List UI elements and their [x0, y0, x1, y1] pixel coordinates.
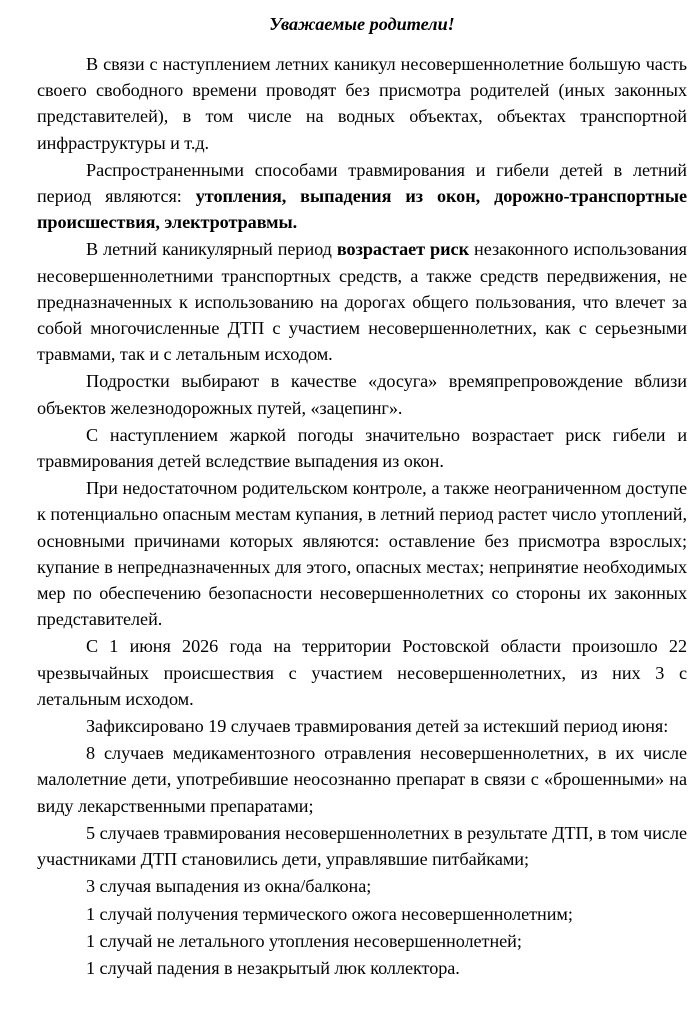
paragraph-transport-risk-bold: возрастает риск — [336, 239, 470, 260]
document-page — [37, 13, 687, 981]
list-item-thermal-burn: 1 случай получения термического ожога несовершеннолетним; — [86, 903, 573, 924]
paragraph-transport-risk-text: В летний каникулярный период — [86, 239, 337, 260]
list-item-window-falls: 3 случая выпадения из окна/балкона; — [86, 876, 372, 897]
paragraph-injury-causes-text: Распространенными способами травмирования и гибели детей в летний период являются: — [37, 159, 687, 207]
paragraph-drowning: При недостаточном родительском контроле, а также неограниченном доступе к потенциально опасным местам купания, в летний период растет число утоплений, основными причинами которых являются: оставление без присмотра взрослых; купание в непредназначенных для этого, опасных местах; непринятие необходимых мер по обеспечению безопасности несовершеннолетних со стороны их законных представителей. — [37, 478, 687, 630]
list-item-manhole-fall: 1 случай падения в незакрытый люк коллектора. — [86, 957, 460, 978]
paragraph-injuries-count: Зафиксировано 19 случаев травмирования детей за истекший период июня: — [86, 716, 669, 737]
paragraph-statistics: С 1 июня 2026 года на территории Ростовской области произошло 22 чрезвычайных происшествия с участием несовершеннолетних, из них 3 с летальным исходом. — [37, 636, 687, 709]
list-item-nonfatal-drowning: 1 случай не летального утопления несовершеннолетней; — [86, 930, 522, 951]
document-title: Уважаемые родители! — [269, 14, 455, 34]
paragraph-transport-risk-after: незаконного использования несовершеннолетними транспортных средств, а также средств передвижения, не предназначенных к использованию на дорогах общего пользования, что влечет за собой многочисленные ДТП с участием несовершеннолетних, как с серьезными травмами, так и с летальным исходом. — [37, 239, 687, 365]
list-item-poisoning: 8 случаев медикаментозного отравления несовершеннолетних, в их числе малолетние дети, употребившие неосознанно препарат в связи с «брошенными» на виду лекарственными препаратами; — [37, 743, 687, 816]
paragraph-railway: Подростки выбирают в качестве «досуга» времяпрепровождение вблизи объектов железнодорожных путей, «зацепинг». — [37, 371, 687, 418]
paragraph-transport-risk — [37, 236, 687, 367]
list-item-traffic-accidents: 5 случаев травмирования несовершеннолетних в результате ДТП, в том числе участниками ДТП становились дети, управлявшие питбайками; — [37, 822, 687, 870]
paragraph-injury-causes-bold: утопления, выпадения из окон, дорожно-транспортные происшествия, электротравмы. — [37, 186, 687, 233]
paragraph-windows: С наступлением жаркой погоды значительно возрастает риск гибели и травмирования детей вследствие выпадения из окон. — [37, 424, 687, 472]
paragraph-injury-causes — [37, 157, 687, 236]
paragraph-summer-holidays: В связи с наступлением летних каникул несовершеннолетние большую часть своего свободного времени проводят без присмотра родителей (иных законных представителей), в том числе на водных объектах, объектах транспортной инфраструктуры и т.д. — [37, 54, 687, 153]
